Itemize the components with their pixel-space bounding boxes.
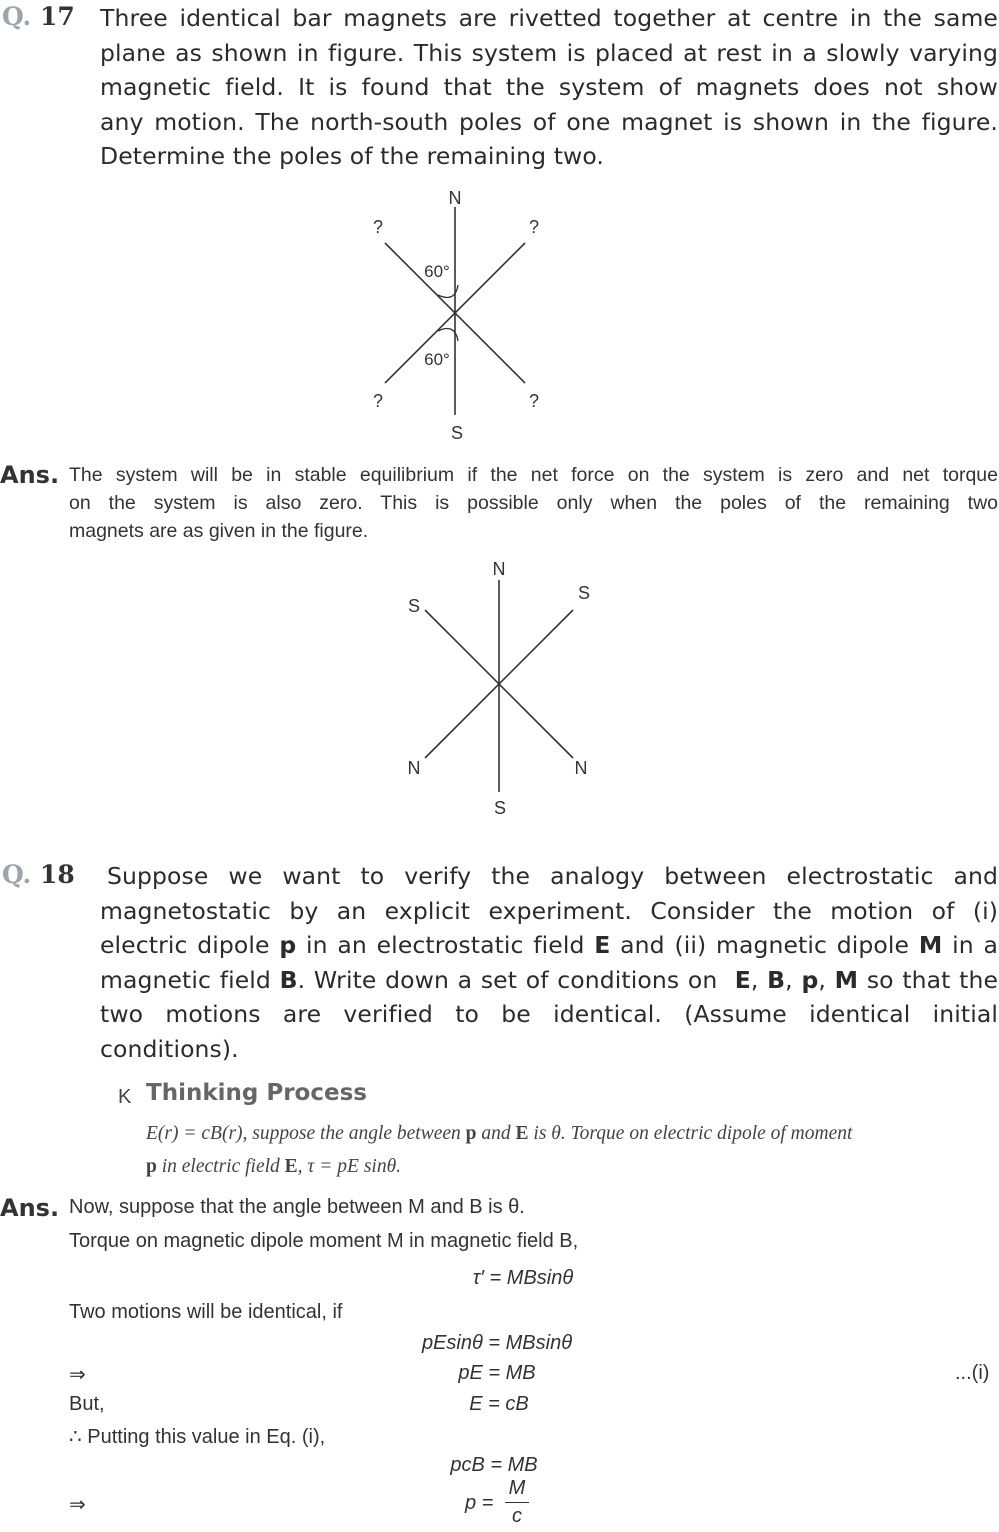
fraction-denominator: c [512, 1505, 522, 1527]
q18-line-6: conditions). [100, 1034, 239, 1063]
question-18-label [2, 860, 75, 889]
question-figure [360, 185, 560, 445]
answer-figure [395, 555, 605, 825]
fraction-numerator: M [508, 1477, 526, 1499]
q17-line-1: Three identical bar magnets are rivetted together at centre in the same [100, 4, 998, 32]
implies-symbol-2: ⇒ [69, 1494, 86, 1516]
q18-line-5: two motions are verified to be identical. (Assume identical initial [100, 1000, 998, 1028]
q-mark: Q. [2, 860, 32, 889]
equation-p-lhs: p = [465, 1492, 494, 1514]
answer-pole-lower-left: N [407, 758, 421, 778]
question-number: 18 [39, 860, 75, 889]
answer-pole-lower-right: N [574, 758, 588, 778]
equation-torques-equal: pEsinθ = MBsinθ [421, 1332, 573, 1354]
question-17-text [100, 1, 998, 174]
question-18-text [100, 859, 998, 1066]
q-mark: Q. [2, 2, 32, 31]
unknown-pole-lower-right: ? [528, 391, 540, 411]
q18-line-2: magnetostatic by an explicit experiment. Consider the motion of (i) [100, 896, 998, 925]
answer-pole-bottom: S [493, 798, 507, 818]
angle-label-top: 60° [424, 262, 450, 281]
fraction-bar [505, 1502, 529, 1503]
ans17-line-1: The system will be in stable equilibrium if the net force on the system is zero and net torque [69, 464, 998, 486]
answer-pole-upper-left: S [407, 596, 421, 616]
unknown-pole-upper-left: ? [372, 217, 384, 237]
answer-17-label: Ans. [0, 461, 60, 489]
ans18-line-2: Torque on magnetic dipole moment M in magnetic field B, [69, 1230, 579, 1252]
therefore-line: ∴ Putting this value in Eq. (i), [69, 1426, 326, 1448]
equation-i: pE = MB [458, 1362, 536, 1384]
answer-pole-top: N [492, 559, 506, 579]
q17-line-3: magnetic field. It is found that the system of magnets does not show [100, 73, 998, 101]
equation-torque-magnetic: τ′ = MBsinθ [472, 1267, 574, 1289]
equation-pcb-mb: pcB = MB [450, 1454, 538, 1476]
but-text: But, [69, 1393, 105, 1415]
unknown-pole-lower-left: ? [372, 391, 384, 411]
implies-symbol-1: ⇒ [69, 1364, 86, 1386]
ans17-line-3: magnets are as given in the figure. [69, 520, 369, 542]
q17-line-5: Determine the poles of the remaining two. [100, 142, 605, 170]
pole-label-bottom: S [450, 423, 464, 443]
thinking-process-line-2: p in electric field E, τ = pE sinθ. [146, 1156, 402, 1177]
pole-label-top: N [448, 188, 462, 208]
q18-line-4: magnetic field B. Write down a set of conditions on E, B, p, M so that the [100, 965, 999, 994]
ans18-line-1: Now, suppose that the angle between M and B is θ. [69, 1196, 525, 1218]
ans17-line-2: on the system is also zero. This is possible only when the poles of the remaining two [69, 492, 998, 514]
question-17-label [2, 2, 75, 31]
unknown-pole-upper-right: ? [528, 217, 540, 237]
q18-line-1: Suppose we want to verify the analogy between electrostatic and [107, 862, 998, 890]
answer-18-label: Ans. [0, 1194, 60, 1222]
equation-e-cb: E = cB [469, 1393, 529, 1415]
answer-pole-upper-right: S [577, 583, 591, 603]
answer-17-text [69, 461, 998, 545]
thinking-process-line-1: E(r) = cB(r), suppose the angle between p and E is θ. Torque on electric dipole of moment [146, 1123, 853, 1144]
q17-line-4: any motion. The north-south poles of one magnet is shown in the figure. [100, 107, 998, 136]
thinking-process-icon: K [118, 1086, 132, 1108]
q18-line-3: electric dipole p in an electrostatic field E and (ii) magnetic dipole M in a [100, 931, 998, 959]
ans18-line-3: Two motions will be identical, if [69, 1301, 343, 1323]
q17-line-2: plane as shown in figure. This system is placed at rest in a slowly varying [100, 38, 998, 67]
equation-tag-i: ...(i) [955, 1362, 990, 1384]
question-number: 17 [39, 2, 75, 31]
angle-label-bottom: 60° [424, 350, 450, 369]
thinking-process-title: Thinking Process [146, 1080, 367, 1106]
